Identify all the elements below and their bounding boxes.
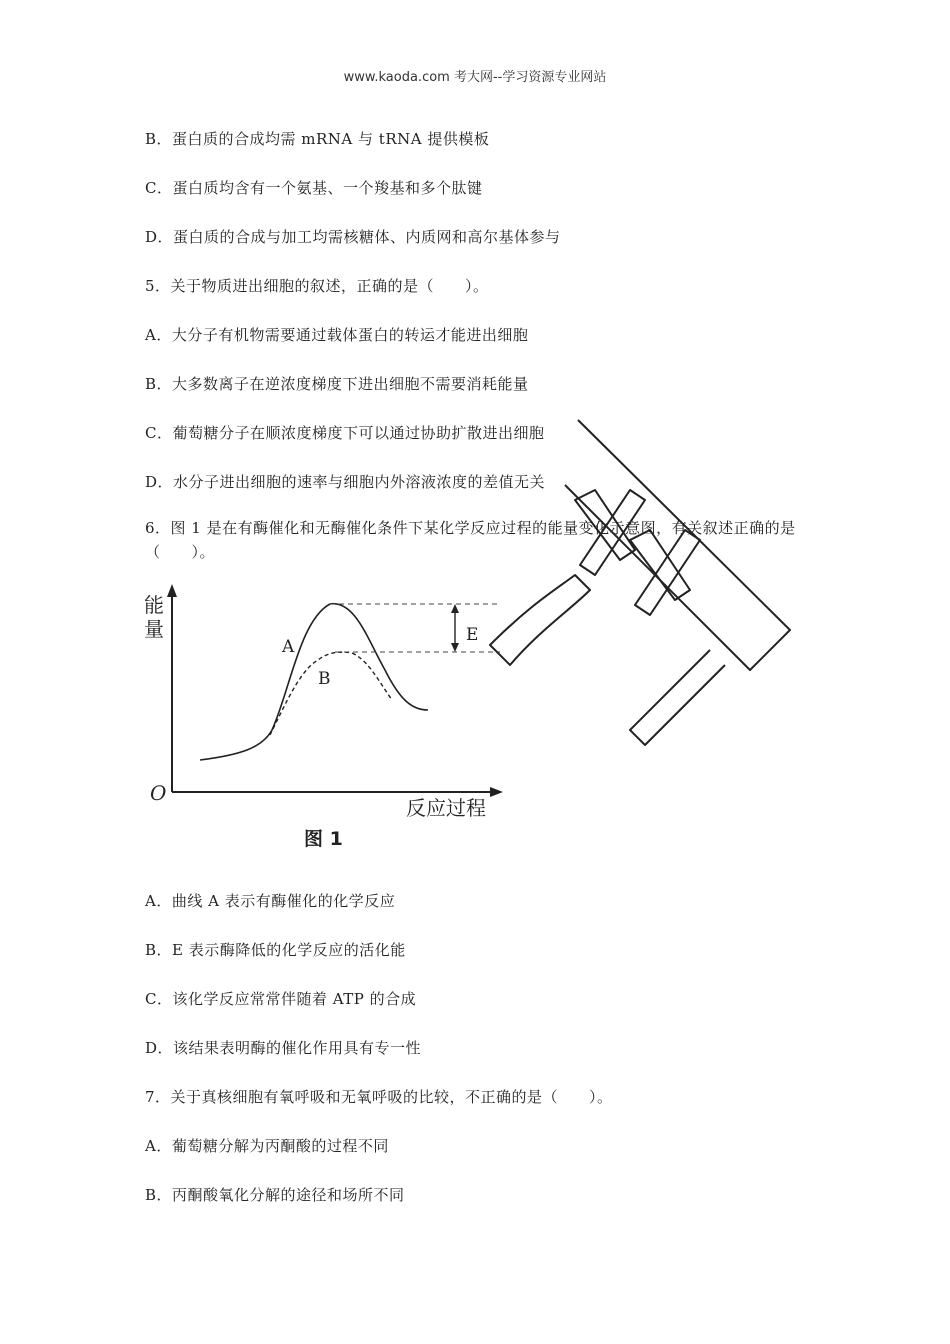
site-header: www.kaoda.com 考大网--学习资源专业网站 (343, 70, 607, 85)
q6-option-b: B．E 表示酶降低的化学反应的活化能 (145, 941, 406, 959)
ylabel-2: 量 (144, 617, 164, 641)
q7-stem: 7．关于真核细胞有氧呼吸和无氧呼吸的比较，不正确的是（ ）。 (145, 1088, 613, 1106)
curve-a-label: A (282, 637, 295, 657)
origin-label: O (150, 781, 167, 805)
energy-label: E (466, 625, 479, 645)
q4-option-d: D．蛋白质的合成与加工均需核糖体、内质网和高尔基体参与 (145, 228, 561, 246)
q5-option-d: D．水分子进出细胞的速率与细胞内外溶液浓度的差值无关 (145, 473, 546, 491)
q5-option-c: C．葡萄糖分子在顺浓度梯度下可以通过协助扩散进出细胞 (145, 424, 545, 442)
q7-option-a: A．葡萄糖分解为丙酮酸的过程不同 (145, 1137, 389, 1155)
figure-caption: 图 1 (304, 828, 343, 850)
q7-option-b: B．丙酮酸氧化分解的途径和场所不同 (145, 1186, 405, 1204)
curve-b (270, 652, 392, 735)
curve-b-label: B (318, 669, 331, 689)
q6-option-c: C．该化学反应常常伴随着 ATP 的合成 (145, 990, 417, 1008)
x-axis-arrow (490, 787, 503, 797)
y-axis-arrow (167, 584, 177, 597)
q6-option-d: D．该结果表明酶的催化作用具有专一性 (145, 1039, 422, 1057)
q5-stem: 5．关于物质进出细胞的叙述，正确的是（ ）。 (145, 277, 489, 295)
q5-option-a: A．大分子有机物需要通过载体蛋白的转运才能进出细胞 (145, 326, 529, 344)
ylabel-1: 能 (144, 593, 164, 617)
q6-stem: 6．图 1 是在有酶催化和无酶催化条件下某化学反应过程的能量变化示意图，有关叙述正确的是（ ）。 (145, 519, 796, 561)
q5-option-b: B．大多数离子在逆浓度梯度下进出细胞不需要消耗能量 (145, 375, 529, 393)
energy-arrow-down (451, 643, 459, 652)
q6-option-a: A．曲线 A 表示有酶催化的化学反应 (145, 892, 396, 910)
q4-option-c: C．蛋白质均含有一个氨基、一个羧基和多个肽键 (145, 179, 483, 197)
q4-option-b: B．蛋白质的合成均需 mRNA 与 tRNA 提供模板 (145, 130, 490, 148)
curve-a (200, 604, 428, 760)
xlabel: 反应过程 (406, 796, 486, 820)
energy-arrow-up (451, 604, 459, 613)
